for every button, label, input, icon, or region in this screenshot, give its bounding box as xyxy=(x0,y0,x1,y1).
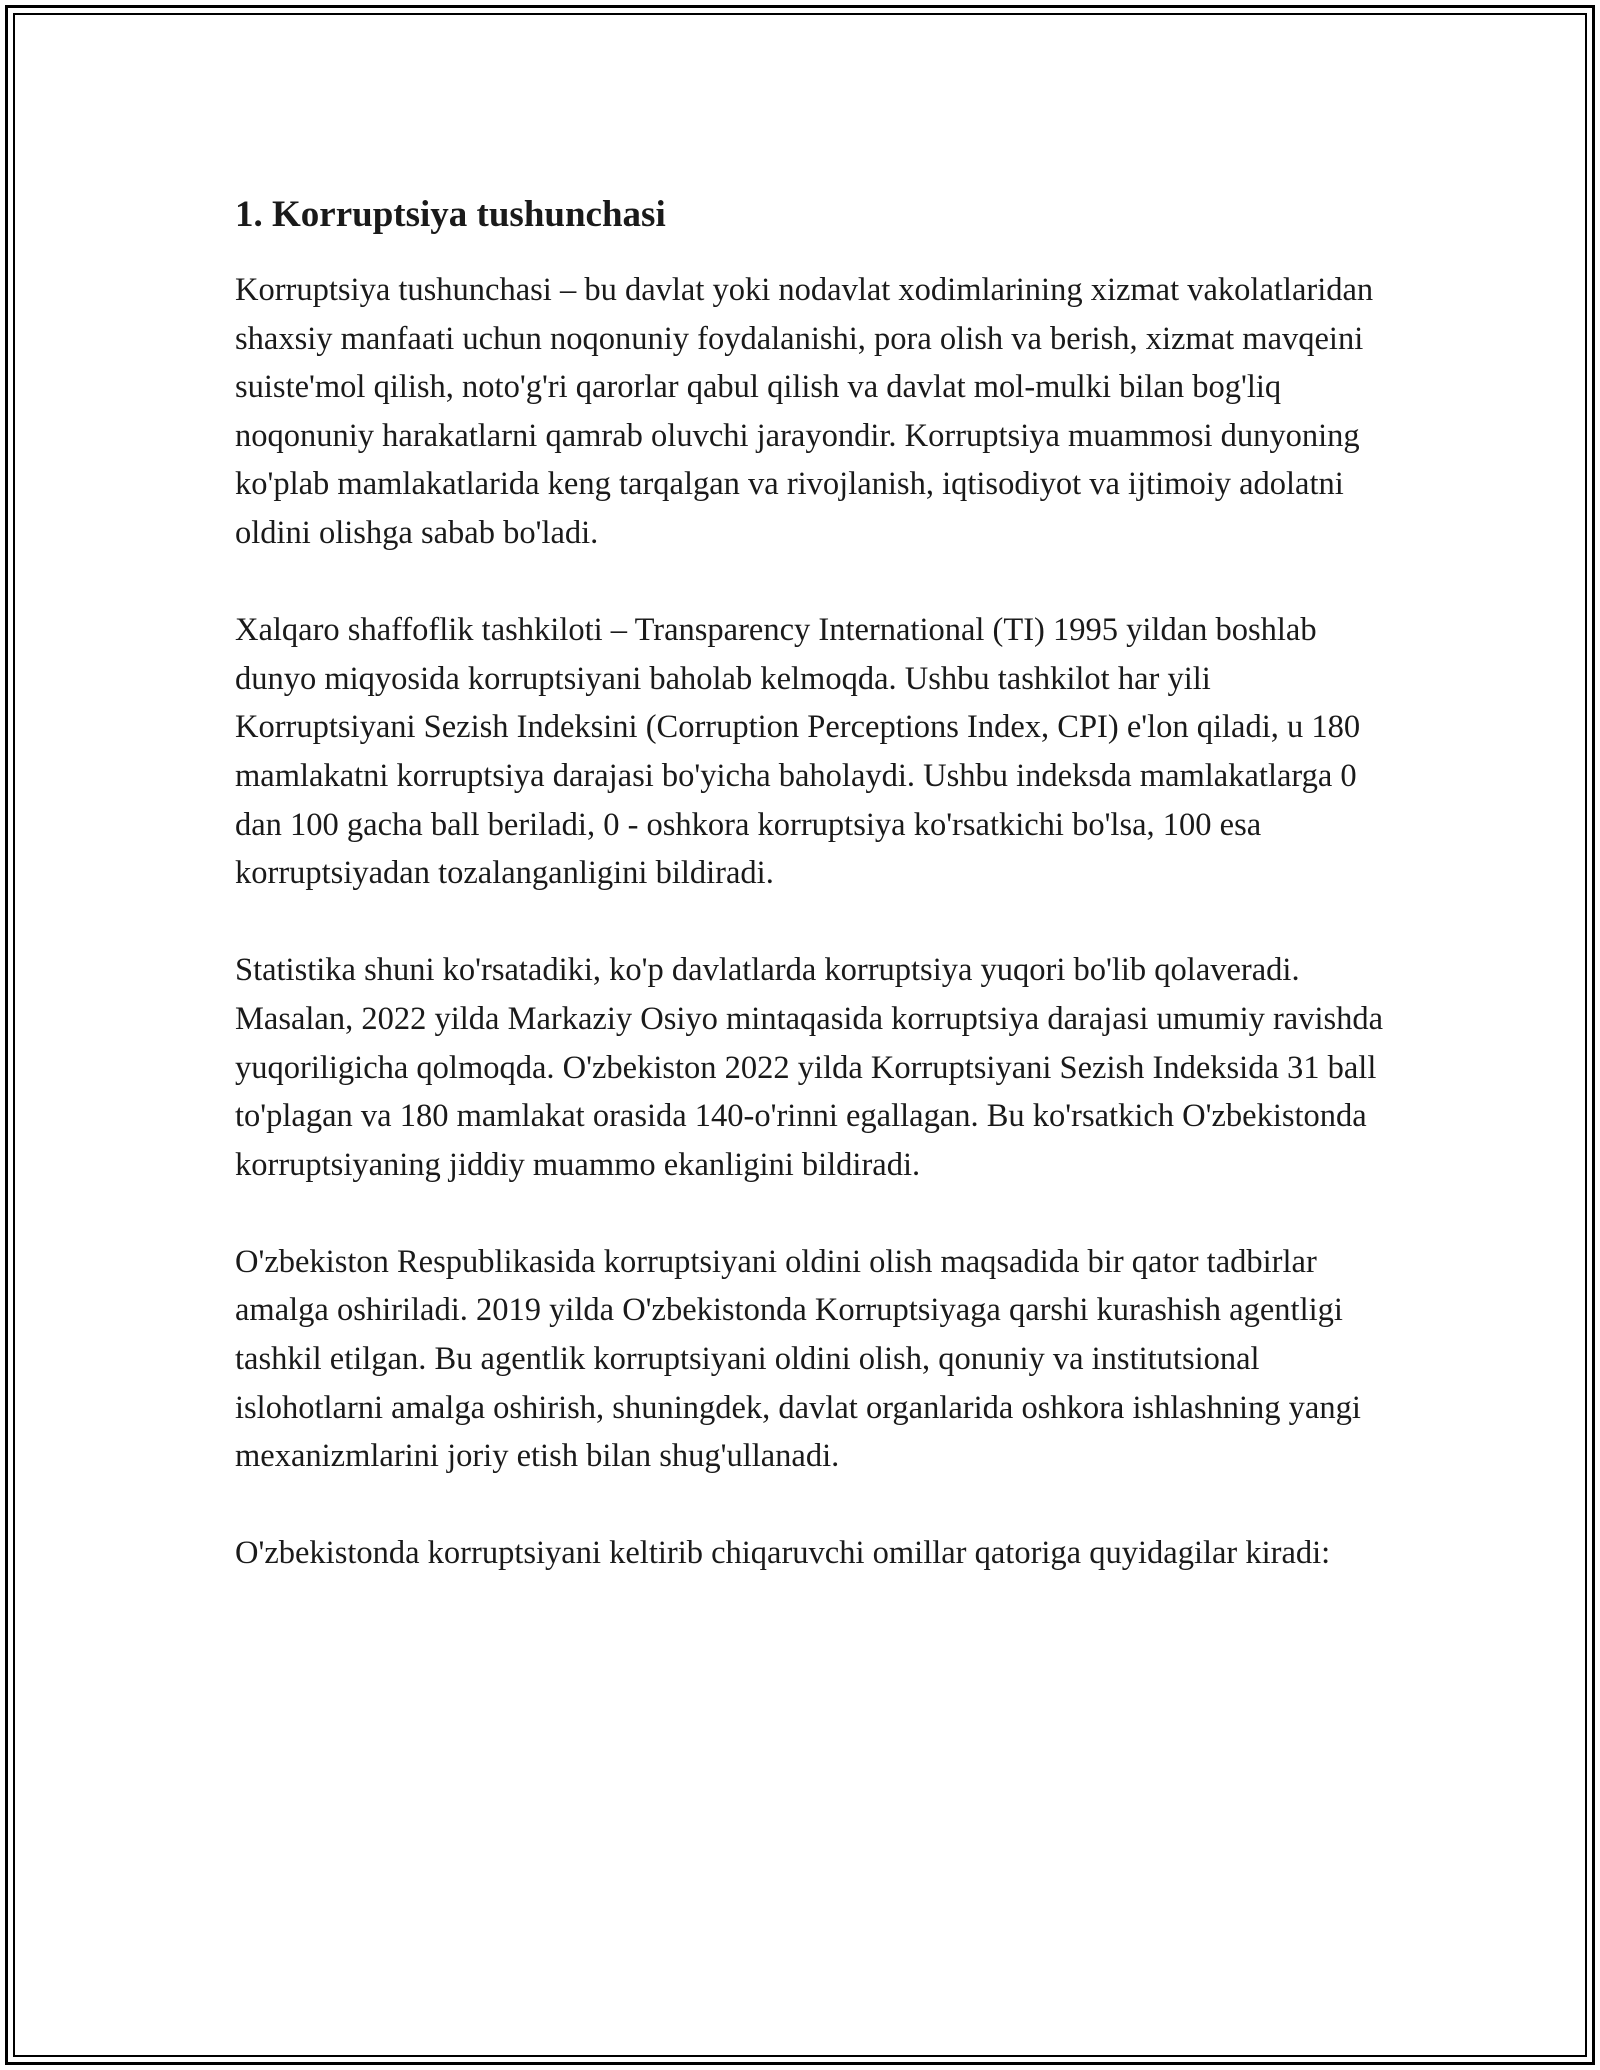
document-body xyxy=(235,186,1385,1627)
paragraph-factors-intro: O'zbekistonda korruptsiyani keltirib chiqaruvchi omillar qatoriga quyidagilar kiradi: xyxy=(235,1535,1331,1572)
paragraph-transparency-international: Xalqaro shaffoflik tashkiloti – Transparency International (TI) 1995 yildan boshlab dunyo miqyosida korruptsiyani baholab kelmoqda. Ushbu tashkilot har yili Korruptsiyani Sezish Indeksini (Corruption Perceptions Index, CPI) e'lon qiladi, u 180 mamlakatni korruptsiya darajasi bo'yicha baholaydi. Ushbu indeksda mamlakatlarga 0 dan 100 gacha ball beriladi, 0 - oshkora korruptsiya ko'rsatkichi bo'lsa, 100 esa korruptsiyadan tozalanganligini bildiradi. xyxy=(235,612,1361,892)
paragraph-statistics: Statistika shuni ko'rsatadiki, ko'p davlatlarda korruptsiya yuqori bo'lib qolaveradi. Masalan, 2022 yilda Markaziy Osiyo mintaqasida korruptsiya darajasi umumiy ravishda yuqoriligicha qolmoqda. O'zbekiston 2022 yilda Korruptsiyani Sezish Indeksida 31 ball to'plagan va 180 mamlakat orasida 140-o'rinni egallagan. Bu ko'rsatkich O'zbekistonda korruptsiyaning jiddiy muammo ekanligini bildiradi. xyxy=(235,952,1384,1183)
paragraph-anti-corruption-agency: O'zbekiston Respublikasida korruptsiyani oldini olish maqsadida bir qator tadbirlar amalga oshiriladi. 2019 yilda O'zbekistonda Korruptsiyaga qarshi kurashish agentligi tashkil etilgan. Bu agentlik korruptsiyani oldini olish, qonuniy va institutsional islohotlarni amalga oshirish, shuningdek, davlat organlarida oshkora ishlashning yangi mexanizmlarini joriy etish bilan shug'ullanadi. xyxy=(235,1243,1361,1475)
paragraph-definition: Korruptsiya tushunchasi – bu davlat yoki nodavlat xodimlarining xizmat vakolatlaridan shaxsiy manfaati uchun noqonuniy foydalanishi, pora olish va berish, xizmat mavqeini suiste'mol qilish, noto'g'ri qarorlar qabul qilish va davlat mol-mulki bilan bog'liq noqonuniy harakatlarni qamrab oluvchi jarayondir. Korruptsiya muammosi dunyoning ko'plab mamlakatlarida keng tarqalgan va rivojlanish, iqtisodiyot va ijtimoiy adolatni oldini olishga sabab bo'ladi. xyxy=(235,272,1374,551)
section-heading: 1. Korruptsiya tushunchasi xyxy=(235,194,666,235)
